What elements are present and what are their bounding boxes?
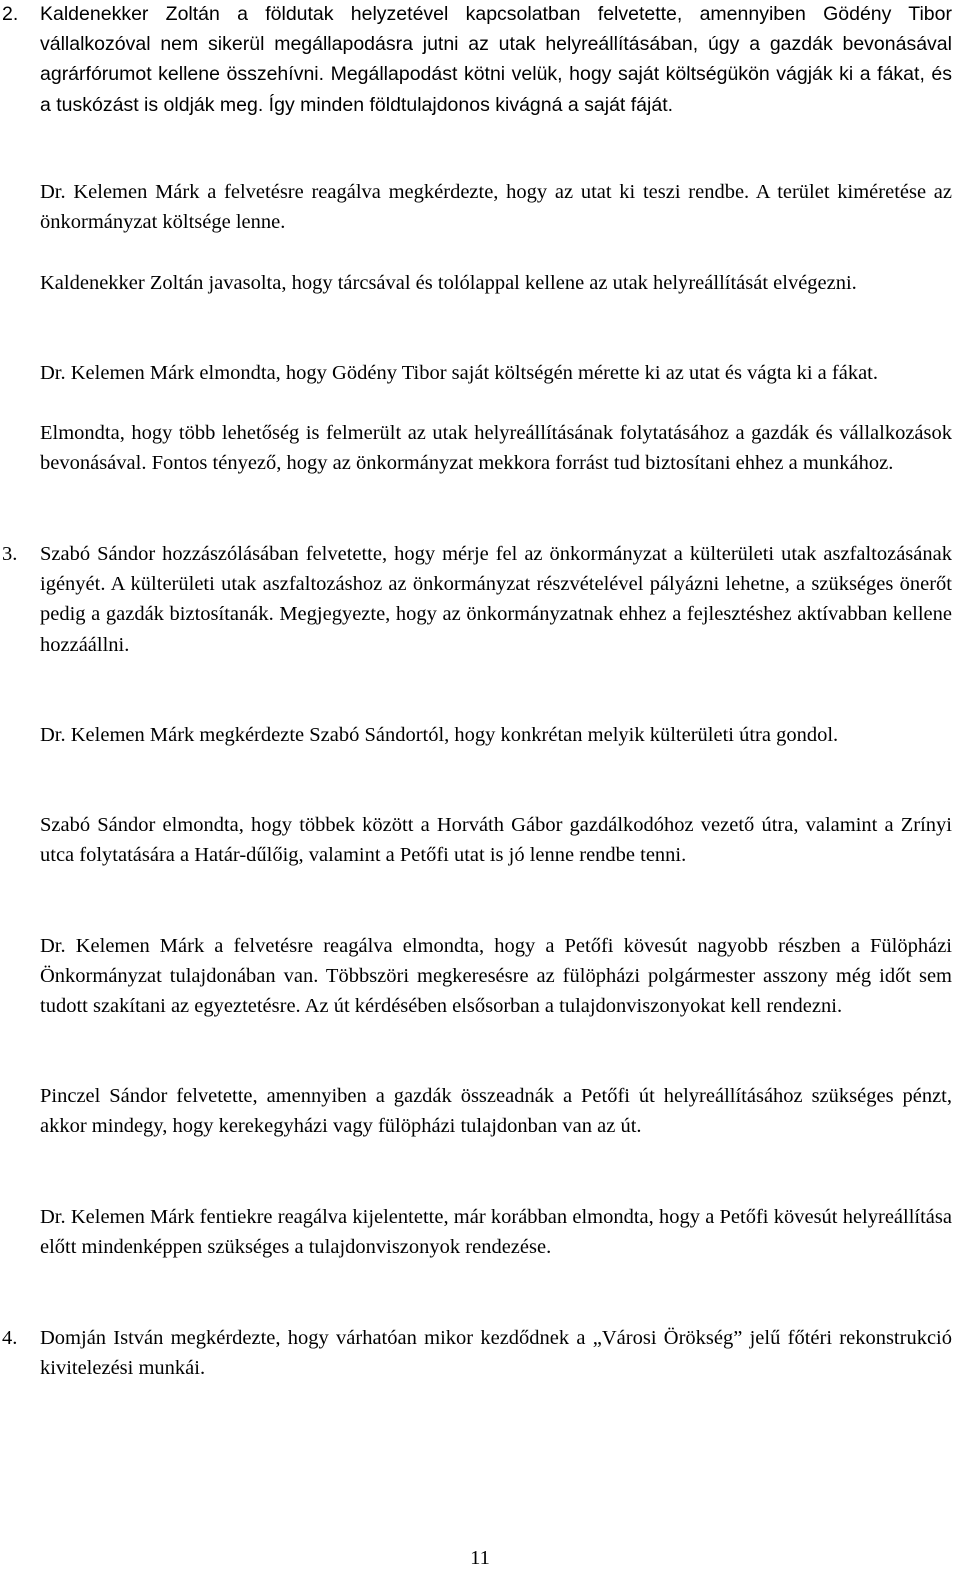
page-number: 11 — [470, 1547, 490, 1569]
paragraph: Szabó Sándor elmondta, hogy többek között a Horváth Gábor gazdálkodóhoz vezető útra, valamint a Zrínyi utca folytatására a Határ-dűlőig, valamint a Petőfi utat is jó lenne rendbe tenni. — [40, 814, 952, 867]
paragraph: Dr. Kelemen Márk a felvetésre reagálva megkérdezte, hogy az utat ki teszi rendbe. A terület kiméretése az önkormányzat költsége lenne. — [40, 181, 952, 234]
paragraph: Pinczel Sándor felvetette, amennyiben a gazdák összeadnák a Petőfi út helyreállításához szükséges pénzt, akkor mindegy, hogy kerekegyházi vagy fülöpházi tulajdonban van az út. — [40, 1085, 952, 1138]
paragraph: Dr. Kelemen Márk fentiekre reagálva kijelentette, már korábban elmondta, hogy a Petőfi kövesút helyreállítása előtt mindenképpen szükséges a tulajdonviszonyok rendezése. — [40, 1206, 952, 1259]
item-number: 2. — [2, 3, 19, 25]
paragraph: Kaldenekker Zoltán a földutak helyzetével kapcsolatban felvetette, amennyiben Gödény Tibor vállalkozóval nem sikerül megállapodásra jutni az utak helyreállításában, úgy a gazdák bevonásával agrárfórumot kellene összehívni. Megállapodást kötni velük, hogy saját költségükön vágják ki a fákat, és a tuskózást is oldják meg. Így minden földtulajdonos kivágná a saját fáját. — [40, 3, 952, 116]
paragraph: Dr. Kelemen Márk megkérdezte Szabó Sándortól, hogy konkrétan melyik külterületi útra gondol. — [40, 724, 839, 746]
paragraph: Szabó Sándor hozzászólásában felvetette, hogy mérje fel az önkormányzat a külterületi utak aszfaltozásának igényét. A külterületi utak aszfaltozáshoz az önkormányzat részvételével pályázni lehetne, a szükséges önerőt pedig a gazdák biztosítanák. Megjegyezte, hogy az önkormányzatnak ehhez a fejlesztéshez aktívabban kellene hozzáállni. — [40, 543, 952, 656]
paragraph: Elmondta, hogy több lehetőség is felmerült az utak helyreállításának folytatásához a gazdák és vállalkozások bevonásával. Fontos tényező, hogy az önkormányzat mekkora forrást tud biztosítani ehhez a munkához. — [40, 422, 952, 475]
paragraph: Kaldenekker Zoltán javasolta, hogy tárcsával és tolólappal kellene az utak helyreállítását elvégezni. — [40, 272, 857, 294]
item-number: 3. — [2, 543, 18, 565]
item-number: 4. — [2, 1327, 18, 1349]
paragraph: Dr. Kelemen Márk elmondta, hogy Gödény Tibor saját költségén mérette ki az utat és vágta ki a fákat. — [40, 362, 878, 384]
paragraph: Dr. Kelemen Márk a felvetésre reagálva elmondta, hogy a Petőfi kövesút nagyobb részben a Fülöpházi Önkormányzat tulajdonában van. Többszöri megkeresésre az fülöpházi polgármester asszony még időt sem tudott szakítani az egyeztetésre. Az út kérdésében elsősorban a tulajdonviszonyokat kell rendezni. — [40, 935, 952, 1018]
paragraph: Domján István megkérdezte, hogy várhatóan mikor kezdődnek a „Városi Örökség” jelű főtéri rekonstrukció kivitelezési munkái. — [40, 1327, 952, 1380]
